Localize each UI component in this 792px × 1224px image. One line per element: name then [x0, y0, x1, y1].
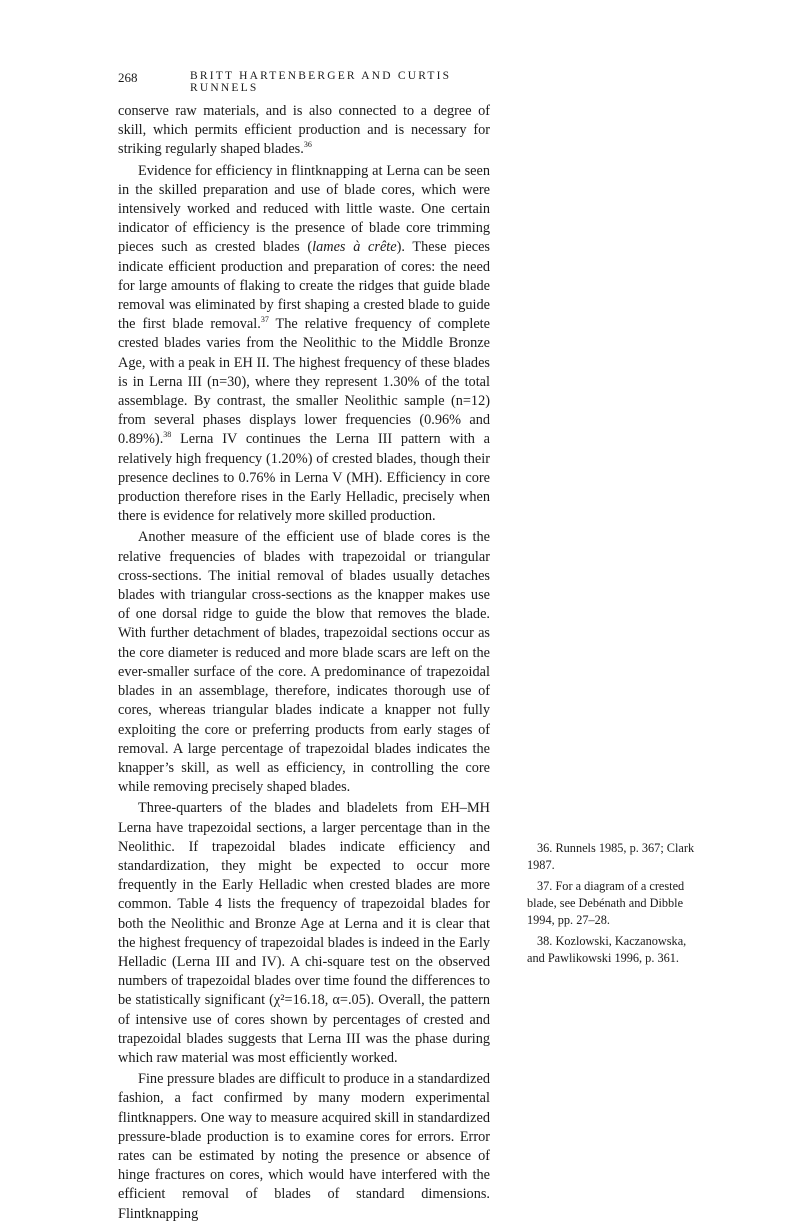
- footnote: [527, 840, 705, 874]
- footnote-ref: 36: [303, 140, 312, 150]
- page-number: 268: [118, 70, 138, 85]
- footnote: [527, 933, 705, 967]
- text-run: Evidence for efficiency in flintknapping at Lerna can be seen in the skilled preparation and use of blade cores, which were intensively worked and reduced with little waste. One certain indicator of efficiency is the presence of blade core trimming pieces such as crested blades (: [118, 162, 490, 256]
- footnote-number: 36.: [537, 841, 556, 855]
- text-run: ). These pieces indicate efficient production and preparation of cores: the need for large amounts of flaking to create the ridges that guide blade removal was eliminated by first shaping a crested blade to guide the first blade removal.: [118, 239, 490, 333]
- text-run: Fine pressure blades are difficult to produce in a standardized fashion, a fact confirmed by many modern experimental flintknappers. One way to measure acquired skill in standardized pressure-blade production is to examine cores for errors. Error rates can be estimated by noting the presence or absence of hinge fractures on cores, which would have interfered with the efficient removal of blades of standard dimensions. Flintknapping: [118, 1071, 490, 1222]
- paragraph: [118, 102, 490, 160]
- body-text: [118, 102, 490, 1224]
- text-run: conserve raw materials, and is also connected to a degree of skill, which permits efficient production and is necessary for striking regularly shaped blades.: [118, 103, 490, 158]
- footnote: [527, 878, 705, 929]
- footnote-ref: 37: [260, 315, 269, 325]
- footnote-text: For a diagram of a crested blade, see Debénath and Dibble 1994, pp. 27–28.: [527, 879, 685, 927]
- footnotes: [527, 840, 705, 971]
- text-run: The relative frequency of complete crested blades varies from the Neolithic to the Middle Bronze Age, with a peak in EH II. The highest frequency of these blades is in Lerna III (n=30), where they represent 1.30% of the total assemblage. By contrast, the smaller Neolithic sample (n=12) from several phases displays lower frequencies (0.96% and 0.89%).: [118, 316, 490, 448]
- page-header: [118, 70, 498, 94]
- footnote-ref: 38: [163, 430, 172, 440]
- paragraph: [118, 1070, 490, 1224]
- footnote-text: Kozlowski, Kaczanowska, and Pawlikowski 1996, p. 361.: [527, 934, 687, 965]
- paragraph: [118, 162, 490, 527]
- footnote-number: 37.: [537, 879, 556, 893]
- running-head: BRITT HARTENBERGER AND CURTIS RUNNELS: [190, 70, 452, 94]
- paragraph: [118, 528, 490, 797]
- italic-text: lames à crête: [312, 239, 397, 256]
- footnote-number: 38.: [537, 934, 556, 948]
- paragraph: [118, 799, 490, 1068]
- text-run: Another measure of the efficient use of blade cores is the relative frequencies of blades with trapezoidal or triangular cross-sections. The initial removal of blades usually detaches blades with triangular cross-sections as the knapper makes use of one dorsal ridge to guide the blow that removes the blade. With further detachment of blades, trapezoidal sections occur as the core diameter is reduced and more blade scars are left on the ever-smaller surface of the core. A predominance of trapezoidal blades in an assemblage, therefore, indicates thorough use of cores, whereas triangular blades indicate a knapper not fully exploiting the core or preferring products from early stages of removal. A large percentage of trapezoidal blades indicates the knapper’s skill, as well as efficiency, in controlling the core while removing precisely shaped blades.: [118, 529, 490, 796]
- footnote-text: Runnels 1985, p. 367; Clark 1987.: [527, 841, 695, 872]
- text-run: Three-quarters of the blades and bladelets from EH–MH Lerna have trapezoidal sections, a larger percentage than in the Neolithic. If trapezoidal blades indicate efficiency and standardization, they might be expected to occur more frequently in the Early Helladic when crested blades are more common. Table 4 lists the frequency of trapezoidal blades for both the Neolithic and Bronze Age at Lerna and it is clear that the highest frequency of trapezoidal blades is indeed in the Early Helladic (Lerna III and IV). A chi-square test on the observed numbers of trapezoidal blades over time found the differences to be statistically significant (χ²=16.18, α=.05). Overall, the pattern of intensive use of cores shown by percentages of crested and trapezoidal blades suggests that Lerna III was the phase during which raw material was most efficiently worked.: [118, 800, 490, 1066]
- text-run: Lerna IV continues the Lerna III pattern with a relatively high frequency (1.20%) of crested blades, though their presence declines to 0.76% in Lerna V (MH). Efficiency in core production therefore rises in the Early Helladic, precisely when there is evidence for relatively more skilled production.: [118, 431, 490, 525]
